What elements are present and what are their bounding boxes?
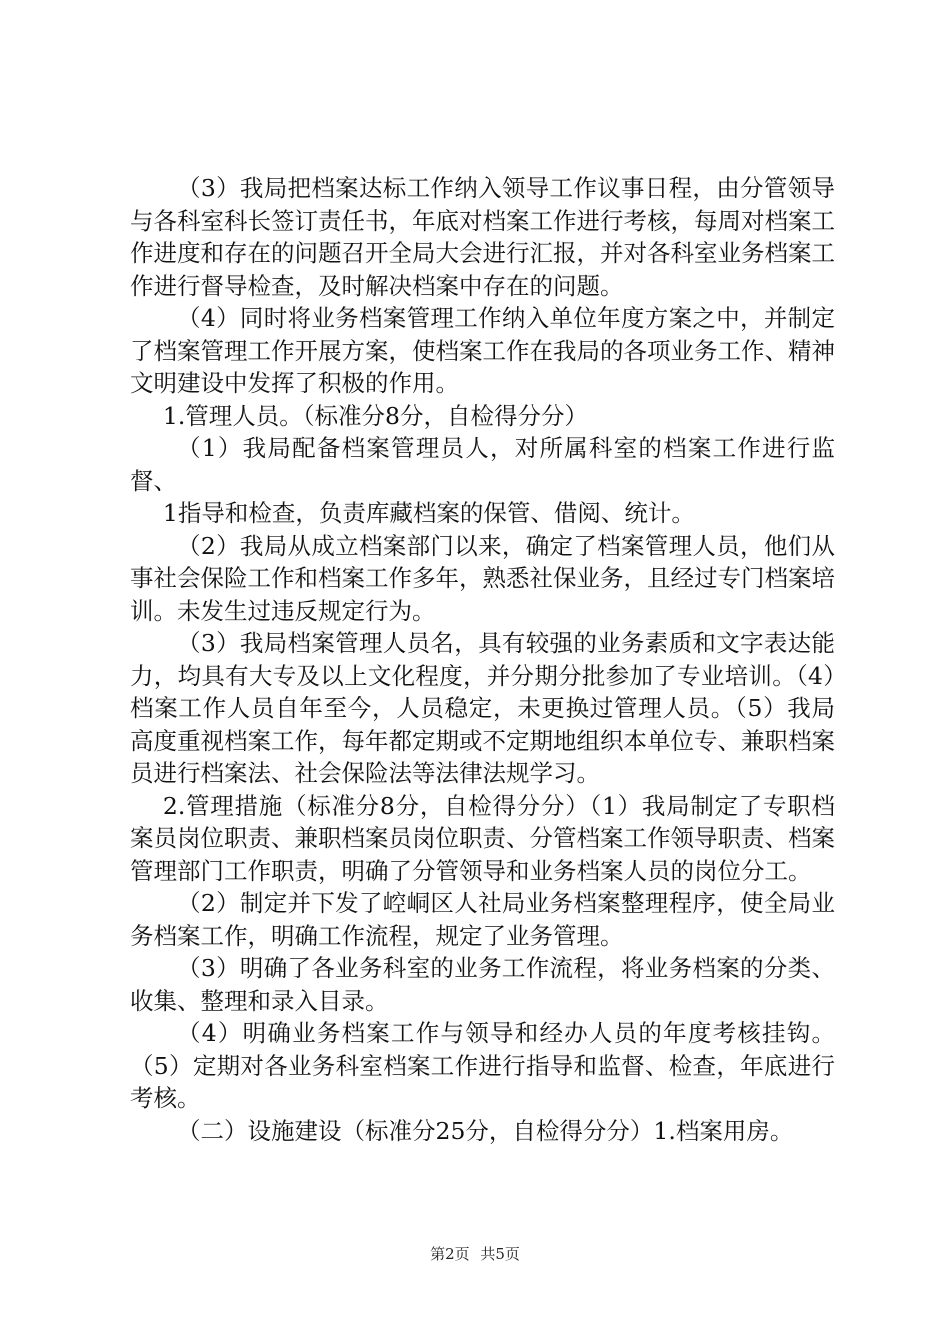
paragraph-section-management-measures: 2.管理措施（标准分8分，自检得分分）（1）我局制定了专职档案员岗位职责、兼职档案员岗位职责、分管档案工作领导职责、档案管理部门工作职责，明确了分管领导和业务档案人员的岗位分工。 (130, 791, 835, 885)
page-total: 共5页 (480, 1245, 520, 1263)
paragraph-archive-standard-agenda: （3）我局把档案达标工作纳入领导工作议事日程，由分管领导与各科室科长签订责任书，年底对档案工作进行考核，每周对档案工作进度和存在的问题召开全局大会进行汇报，并对各科室业务档案工作进行督导检查，及时解决档案中存在的问题。 (130, 174, 835, 300)
paragraph-assessment: （4）明确业务档案工作与领导和经办人员的年度考核挂钩。（5）定期对各业务科室档案工作进行指导和监督、检查，年底进行考核。 (130, 1019, 835, 1112)
paragraph-staff-experience: （2）我局从成立档案部门以来，确定了档案管理人员，他们从事社会保险工作和档案工作多年，熟悉社保业务，且经过专门档案培训。未发生过违反规定行为。 (130, 531, 835, 625)
page-footer (0, 1243, 950, 1264)
paragraph-procedure: （2）制定并下发了崆峒区人社局业务档案整理程序，使全局业务档案工作，明确工作流程，规定了业务管理。 (130, 889, 835, 950)
paragraph-workflow: （3）明确了各业务科室的业务工作流程，将业务档案的分类、收集、整理和录入目录。 (130, 954, 835, 1015)
paragraph-section-facilities: （二）设施建设（标准分25分，自检得分分）1.档案用房。 (177, 1116, 794, 1145)
page-number: 第2页 (430, 1245, 470, 1263)
paragraph-staff-guidance: 1指导和检查，负责库藏档案的保管、借阅、统计。 (162, 499, 695, 527)
document-body (130, 172, 835, 1147)
paragraph-archive-plan: （4）同时将业务档案管理工作纳入单位年度方案之中，并制定了档案管理工作开展方案，使档案工作在我局的各项业务工作、精神文明建设中发挥了积极的作用。 (130, 304, 835, 397)
paragraph-staff-supervision: （1）我局配备档案管理员人，对所属科室的档案工作进行监督、 (130, 434, 835, 495)
paragraph-section-management-staff: 1.管理人员。（标准分8分，自检得分分） (162, 401, 589, 430)
paragraph-staff-quality: （3）我局档案管理人员名，具有较强的业务素质和文字表达能力，均具有大专及以上文化程度，并分期分批参加了专业培训。（4）档案工作人员自年至今，人员稳定，未更换过管理人员。（5）我局高度重视档案工作，每年都定期或不定期地组织本单位专、兼职档案员进行档案法、社会保险法等法律法规学习。 (130, 629, 835, 787)
